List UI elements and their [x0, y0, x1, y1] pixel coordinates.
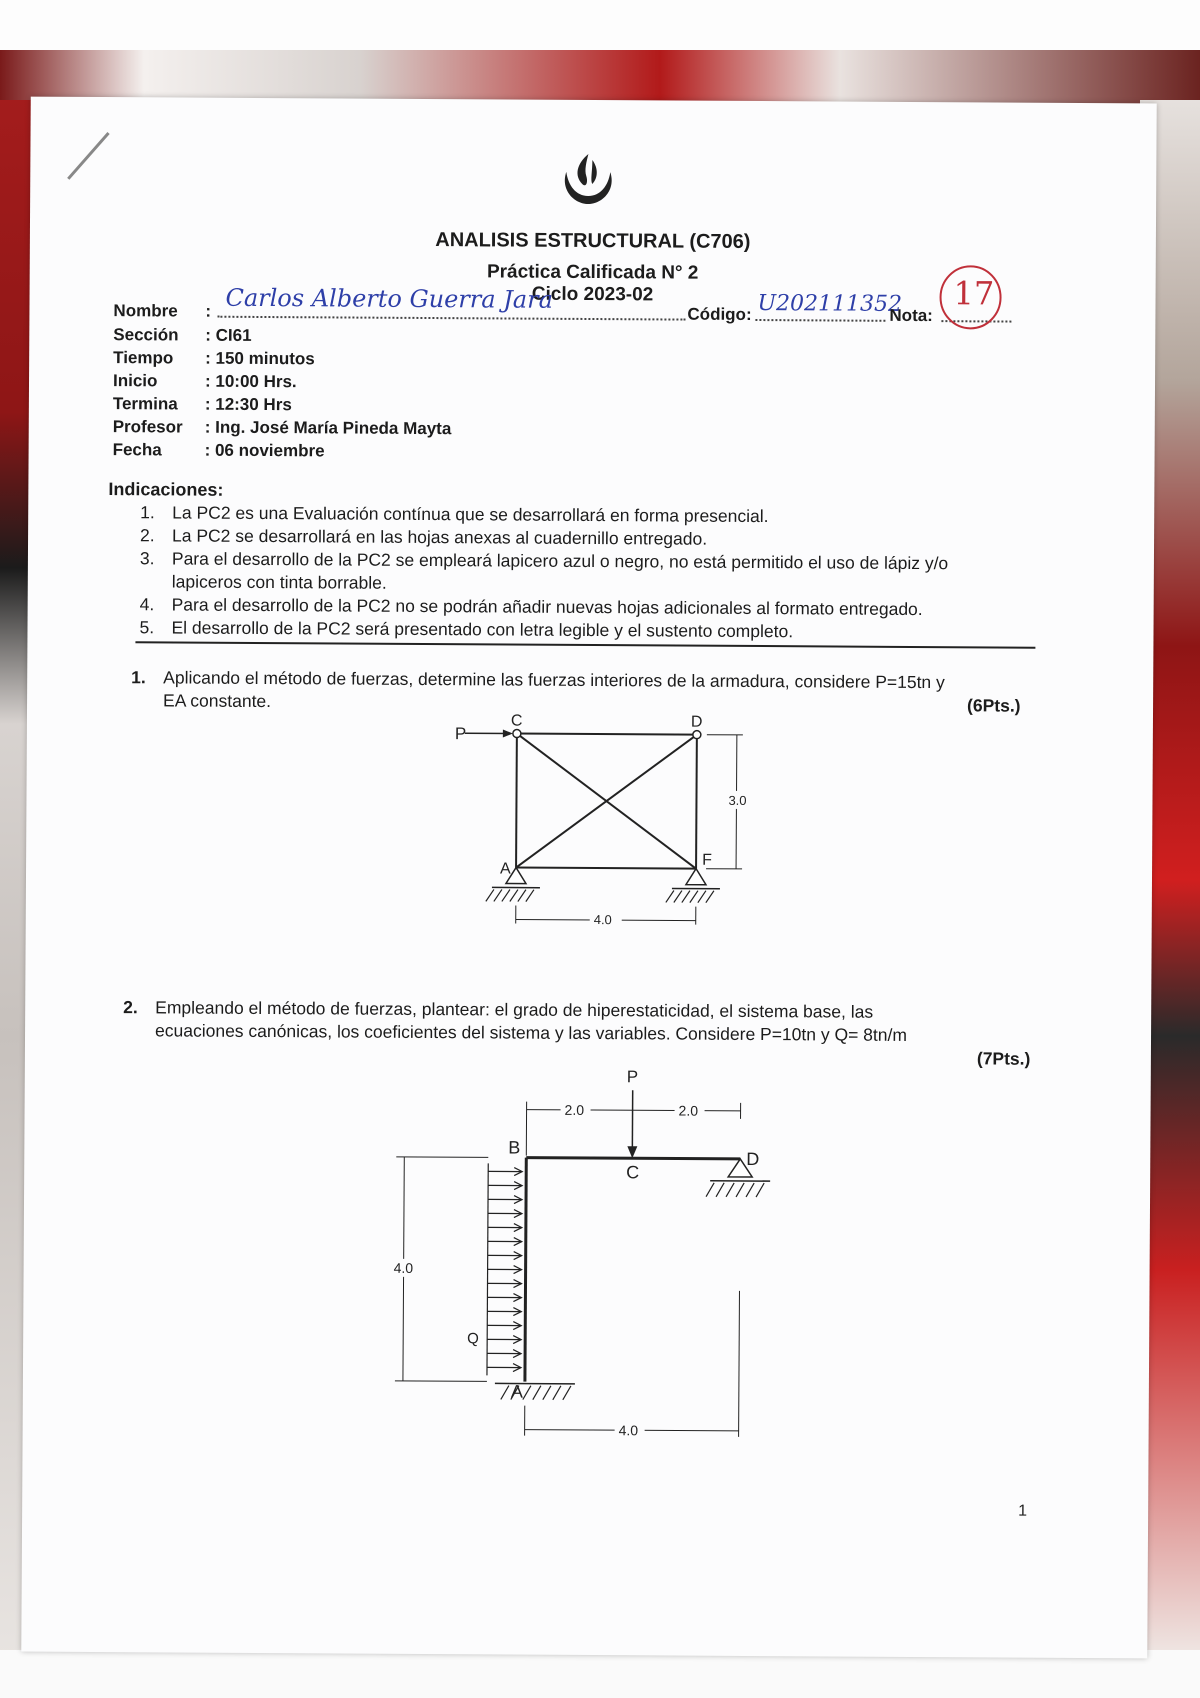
indicacion-4: 4. Para el desarrollo de la PC2 no se podrán añadir nuevas hojas adicionales al formato entregado.	[139, 594, 923, 620]
background-top	[0, 0, 1200, 50]
cycle-title: Ciclo 2023-02	[531, 283, 654, 306]
dim-bottom-label: 4.0	[618, 1422, 639, 1439]
label-a: A	[499, 860, 511, 878]
termina-value: : 12:30 Hrs	[204, 394, 292, 415]
q2-text-line1: Empleando el método de fuerzas, plantear: el grado de hiperestaticidad, el sistema base, las	[155, 997, 874, 1022]
label-q: Q	[467, 1330, 479, 1348]
member-ac	[516, 734, 517, 868]
distributed-load-q	[487, 1163, 522, 1375]
joint-d	[693, 731, 701, 739]
inicio-label: Inicio	[112, 371, 158, 391]
member-cd	[517, 734, 697, 735]
q2-frame-diagram	[383, 1059, 805, 1442]
nombre-handwritten: Carlos Alberto Guerra Jara	[225, 283, 554, 314]
dim-top-label-2: 2.0	[678, 1102, 699, 1119]
dim-left-bottom	[395, 1381, 487, 1382]
profesor-value: : Ing. José María Pineda Mayta	[204, 417, 452, 439]
member-ab	[525, 1158, 526, 1382]
inicio-value: : 10:00 Hrs.	[204, 371, 297, 392]
university-logo	[558, 150, 618, 206]
codigo-dotted-line	[755, 319, 885, 322]
dim-height-label: 3.0	[728, 792, 747, 808]
indicaciones-divider	[135, 641, 1035, 648]
page-number: 1	[1018, 1502, 1028, 1520]
support-a-hatch	[486, 889, 534, 901]
q2-points: (7Pts.)	[976, 1048, 1031, 1069]
indicacion-5: 5. El desarrollo de la PC2 será presentado con letra legible y el sustento completo.	[139, 617, 794, 642]
q1-text-line2: EA constante.	[163, 690, 272, 712]
codigo-handwritten: U202111352	[757, 291, 903, 317]
codigo-label: Código:	[687, 304, 752, 324]
q2-text-line2: ecuaciones canónicas, los coeficientes del sistema y las variables. Considere P=10tn y Q= 8tn/m	[154, 1020, 908, 1045]
dim-left-label: 4.0	[393, 1259, 414, 1276]
load-p-arrowhead	[627, 1146, 637, 1158]
q1-number: 1.	[131, 667, 146, 688]
indicacion-3-cont: lapiceros con tinta borrable.	[171, 571, 387, 593]
nombre-dotted-line	[217, 316, 685, 321]
support-f-hatch	[666, 890, 714, 902]
support-d-hatch	[706, 1183, 764, 1197]
dim-width-label: 4.0	[593, 912, 612, 928]
indicacion-1: 1. La PC2 es una Evaluación contínua que se desarrollará en forma presencial.	[140, 502, 769, 527]
fecha-value: : 06 noviembre	[204, 440, 325, 461]
member-bd	[526, 1158, 740, 1159]
indicacion-3: 3. Para el desarrollo de la PC2 se empleará lapicero azul o negro, no está permitido el uso de lápiz y/o	[139, 548, 949, 574]
indicaciones-title: Indicaciones:	[108, 479, 224, 500]
course-title: ANALISIS ESTRUCTURAL (C706)	[435, 229, 751, 253]
label-d: D	[690, 713, 703, 731]
seccion-value: : CI61	[205, 325, 252, 345]
q1-truss-diagram	[416, 709, 777, 941]
indicacion-2: 2. La PC2 se desarrollará en las hojas anexas al cuadernillo entregado.	[140, 525, 708, 549]
dim-left-top	[396, 1157, 488, 1158]
q1-text-line1: Aplicando el método de fuerzas, determine las fuerzas interiores de la armadura, considere P=15tn y	[163, 667, 945, 693]
label-b: B	[508, 1137, 521, 1158]
nota-label: Nota:	[889, 305, 933, 326]
dim-top-line	[527, 1110, 741, 1111]
joint-c	[513, 730, 521, 738]
q1-points: (6Pts.)	[966, 695, 1021, 716]
nota-handwritten: 17	[953, 274, 995, 313]
tiempo-value: : 150 minutos	[205, 348, 315, 369]
label-a: A	[510, 1381, 523, 1402]
nombre-label: Nombre	[113, 301, 178, 321]
nombre-colon: :	[205, 301, 212, 321]
profesor-label: Profesor	[112, 417, 183, 437]
member-df	[696, 735, 697, 869]
termina-label: Termina	[112, 394, 178, 414]
staple-mark	[64, 127, 114, 187]
member-af	[516, 868, 696, 869]
pin-support-f	[686, 869, 706, 885]
dim-top-label-1: 2.0	[564, 1101, 585, 1118]
dim-bottom-right	[739, 1291, 740, 1437]
tiempo-label: Tiempo	[113, 348, 174, 368]
exam-sheet	[21, 97, 1156, 1659]
fecha-label: Fecha	[112, 440, 162, 460]
seccion-label: Sección	[113, 325, 179, 345]
label-c: C	[510, 712, 523, 730]
label-p: P	[626, 1067, 639, 1087]
load-p-arrowhead	[503, 729, 513, 737]
label-d: D	[746, 1148, 760, 1170]
label-p: P	[454, 724, 467, 744]
q2-number: 2.	[123, 997, 138, 1018]
label-f: F	[702, 851, 712, 869]
exam-title: Práctica Calificada N° 2	[486, 261, 699, 284]
label-c: C	[626, 1162, 640, 1183]
